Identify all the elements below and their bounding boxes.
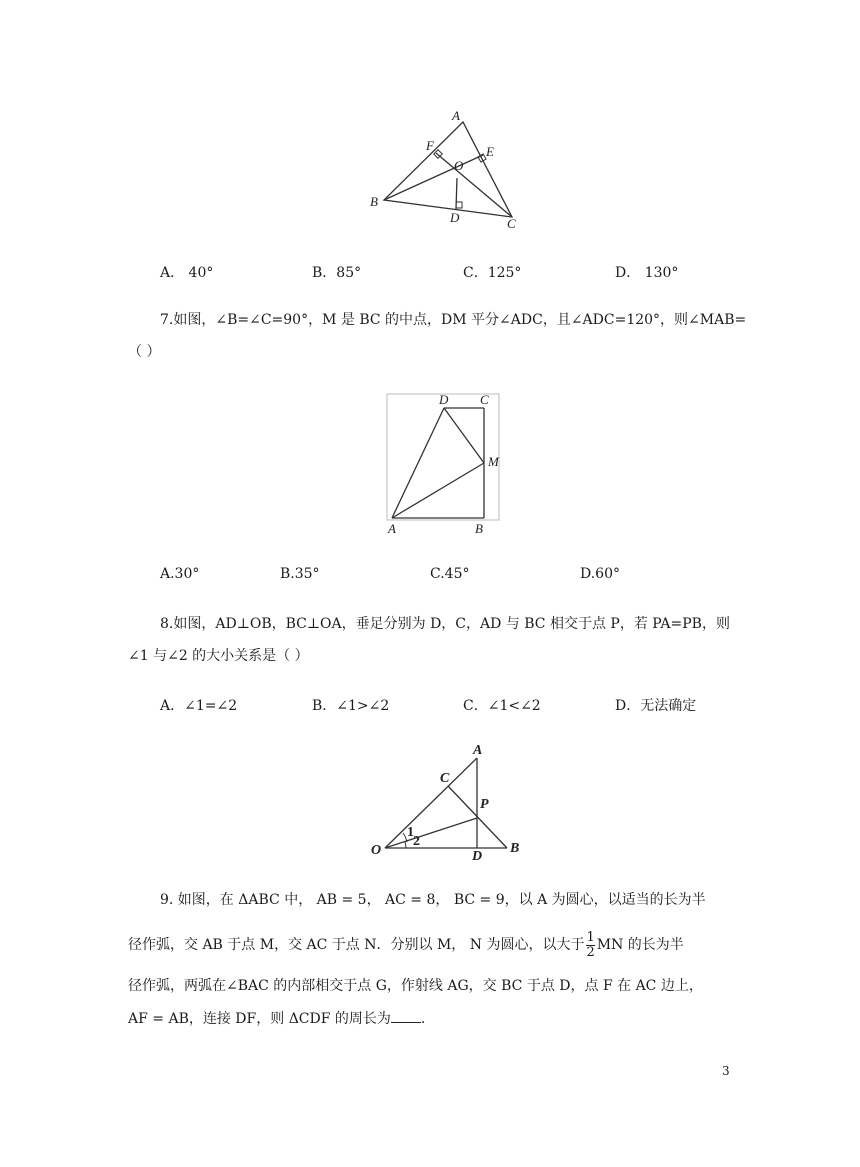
figure-q7-quadrilateral [380,388,510,538]
page-number: 3 [722,1064,730,1078]
fig8-label-b: B [510,841,520,856]
q9-fraction-denominator: 2 [586,944,595,960]
fig7-label-c: C [480,392,489,407]
fig8-label-d: D [472,849,483,863]
q9-line4-text: AF = AB，连接 DF，则 ΔCDF 的周长为 [128,1011,391,1027]
q6-option-a: A． 40° [160,265,214,281]
q6-option-c: C．125° [463,265,522,281]
q9-question-line3: 径作弧，两弧在∠BAC 的内部相交于点 G，作射线 AG，交 BC 于点 D，点 F 在 AC 边上， [128,978,703,994]
q7-question-line2: （ ） [128,344,161,360]
fig8-label-o: O [371,843,382,858]
q9-question-line1: 9. 如图，在 ΔABC 中， AB = 5， AC = 8， BC = 9，以 A 为圆心，以适当的长为半 [160,892,706,908]
q8-option-d: D．无法确定 [615,698,697,714]
q9-line2-part-a: 径作弧，交 AB 于点 M，交 AC 于点 N．分别以 M， N 为圆心，以大于 [128,937,585,953]
fig6-label-a: A [452,110,460,123]
q8-option-a: A．∠1=∠2 [160,698,238,714]
q6-option-d: D． 130° [615,265,679,281]
q7-option-d: D.60° [580,566,620,582]
q9-answer-blank[interactable] [391,1008,421,1023]
q6-option-b: B．85° [312,265,362,281]
q7-option-c: C.45° [430,566,470,582]
q8-question-line2: ∠1 与∠2 的大小关系是（ ） [128,648,309,664]
figure-q6-triangle [360,110,540,235]
q9-line2-part-b: MN 的长为半 [596,937,684,953]
q9-question-line2 [128,930,684,960]
fig6-label-e: E [486,144,494,159]
fig7-label-b: B [475,521,483,536]
q9-fraction-half [586,931,594,960]
fig7-label-m: M [488,454,499,469]
fig8-label-a: A [473,743,483,758]
fig8-label-2: 2 [413,834,420,849]
fig6-label-f: F [426,138,434,153]
q7-option-b: B.35° [280,566,320,582]
q8-option-b: B．∠1>∠2 [312,698,390,714]
fig8-label-1: 1 [407,825,414,840]
q8-question-line1: 8.如图，AD⊥OB，BC⊥OA，垂足分别为 D，C，AD 与 BC 相交于点 P，若 PA=PB，则 [160,616,730,632]
q9-line4-end: . [420,1011,426,1027]
fig6-label-c: C [507,216,516,231]
fig6-label-d: D [450,210,460,225]
q7-option-a: A.30° [160,566,200,582]
fig8-label-c: C [440,771,450,786]
q8-option-c: C．∠1<∠2 [463,698,541,714]
fig7-label-a: A [388,521,396,536]
fig8-label-p: P [480,797,489,812]
fig7-label-d: D [439,392,449,407]
figure-q8-angle [365,738,535,863]
fig6-label-o: O [454,158,464,173]
q9-question-line4 [128,1008,425,1029]
q9-fraction-numerator: 1 [586,929,595,945]
fig6-label-b: B [370,194,378,209]
q7-question-line1: 7.如图，∠B=∠C=90°，M 是 BC 的中点，DM 平分∠ADC，且∠ADC=120°，则∠MAB= [160,312,747,328]
